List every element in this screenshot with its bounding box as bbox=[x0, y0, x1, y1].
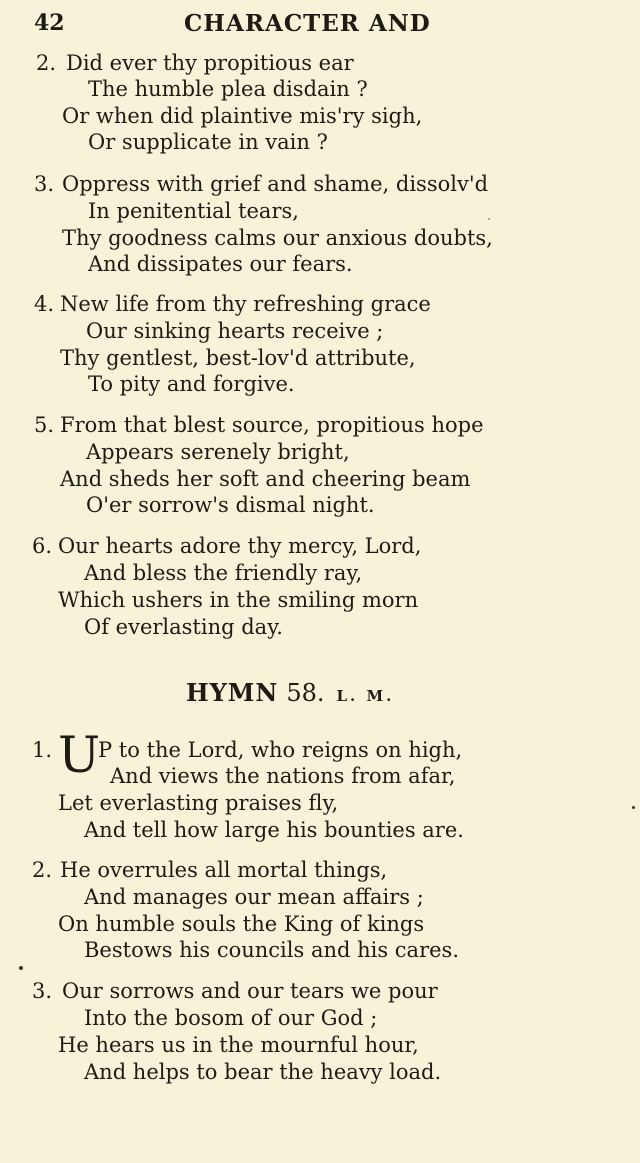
verse-line: Thy goodness calms our anxious doubts, bbox=[62, 226, 493, 250]
verse-line: Of everlasting day. bbox=[84, 615, 283, 639]
verse-line: Our sinking hearts receive ; bbox=[86, 319, 384, 343]
stanza-number: 1. bbox=[32, 738, 53, 762]
verse-line: In penitential tears, bbox=[88, 199, 299, 223]
verse-line: Appears serenely bright, bbox=[86, 440, 350, 464]
verse-line: Our hearts adore thy mercy, Lord, bbox=[58, 534, 422, 558]
verse-line: And helps to bear the heavy load. bbox=[84, 1060, 442, 1084]
verse-line: P to the Lord, who reigns on high, bbox=[98, 738, 463, 762]
ink-speck bbox=[19, 966, 23, 970]
drop-cap-letter: U bbox=[58, 726, 101, 784]
verse-line: Into the bosom of our God ; bbox=[84, 1006, 378, 1030]
page-number: 42 bbox=[34, 10, 65, 36]
hymn-number: 58. bbox=[286, 679, 325, 707]
running-head: CHARACTER AND bbox=[184, 10, 431, 37]
verse-line: Which ushers in the smiling morn bbox=[58, 588, 419, 612]
verse-line: And bless the friendly ray, bbox=[84, 561, 363, 585]
verse-line: And sheds her soft and cheering beam bbox=[60, 467, 471, 491]
verse-line: He overrules all mortal things, bbox=[60, 858, 388, 882]
verse-line: Let everlasting praises fly, bbox=[58, 791, 339, 815]
page-header bbox=[0, 8, 640, 40]
hymn-title: HYMN bbox=[186, 678, 279, 707]
verse-line: And tell how large his bounties are. bbox=[84, 818, 464, 842]
verse-line: Or supplicate in vain ? bbox=[88, 130, 328, 154]
verse-line: Did ever thy propitious ear bbox=[66, 51, 354, 75]
verse-line: To pity and forgive. bbox=[88, 372, 295, 396]
verse-line: Bestows his councils and his cares. bbox=[84, 938, 459, 962]
stanza-number: 3. bbox=[32, 979, 53, 1003]
stanza-number: 5. bbox=[34, 413, 55, 437]
hymn-heading bbox=[186, 678, 394, 707]
verse-line: Our sorrows and our tears we pour bbox=[62, 979, 438, 1003]
verse-line: Thy gentlest, best-lov'd attribute, bbox=[60, 346, 416, 370]
ink-speck bbox=[632, 806, 635, 809]
verse-line: O'er sorrow's dismal night. bbox=[86, 493, 375, 517]
verse-line: New life from thy refreshing grace bbox=[60, 292, 431, 316]
verse-line: Oppress with grief and shame, dissolv'd bbox=[62, 172, 489, 196]
verse-line: On humble souls the King of kings bbox=[58, 912, 425, 936]
verse-line: The humble plea disdain ? bbox=[88, 77, 368, 101]
stanza-number: 4. bbox=[34, 292, 55, 316]
stanza-number: 3. bbox=[34, 172, 55, 196]
verse-line: And manages our mean affairs ; bbox=[84, 885, 424, 909]
verse-line: He hears us in the mournful hour, bbox=[58, 1033, 419, 1057]
stanza-number: 2. bbox=[36, 51, 57, 75]
stanza-number: 6. bbox=[32, 534, 53, 558]
verse-line: And dissipates our fears. bbox=[88, 252, 353, 276]
verse-line: Or when did plaintive mis'ry sigh, bbox=[62, 104, 423, 128]
hymn-meter: L. M. bbox=[336, 687, 395, 705]
verse-line: From that blest source, propitious hope bbox=[60, 413, 484, 437]
verse-line: And views the nations from afar, bbox=[110, 764, 456, 788]
stanza-number: 2. bbox=[32, 858, 53, 882]
ink-speck bbox=[488, 218, 490, 220]
